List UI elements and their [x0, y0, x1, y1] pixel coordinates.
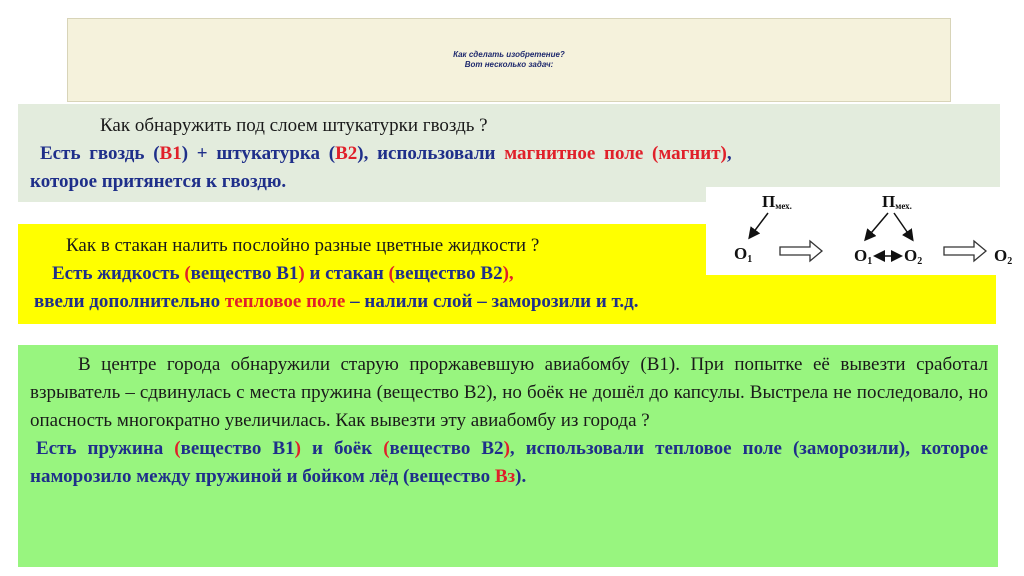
substance-b1: В1 — [159, 143, 182, 164]
answer-text: и боёк — [300, 438, 384, 459]
problem-liquids-question: Как в стакан налить послойно разные цветные жидкости ? — [66, 235, 540, 256]
field-symbol: Пмех. — [882, 192, 912, 211]
field-arrow — [894, 213, 912, 239]
answer-text: Есть гвоздь ( — [40, 143, 160, 164]
answer-text: и стакан — [304, 263, 389, 284]
answer-text: ), использовали — [357, 143, 505, 164]
object-o2: O2 — [904, 246, 923, 267]
paren: ( — [383, 438, 390, 459]
substance-b2: вещество В2 — [394, 263, 503, 284]
paren: ( — [174, 438, 181, 459]
substance-field-diagram — [706, 187, 1024, 275]
answer-text: ). — [515, 466, 527, 487]
answer-text: , использовали тепловое поле (заморозили), которое наморозило между пружиной и бойком лёд (вещество — [30, 438, 989, 487]
field-symbol: Пмех. — [762, 192, 792, 211]
substance-b2: В2 — [335, 143, 358, 164]
problem-liquids-answer-line2 — [30, 288, 986, 316]
slide-title — [67, 18, 951, 102]
field-arrow — [750, 213, 768, 237]
object-o2: O2 — [994, 246, 1013, 267]
paren: ), — [502, 263, 514, 284]
field-magnetic: магнитное поле (магнит) — [504, 143, 727, 164]
paren: ( — [388, 263, 395, 284]
paren: ( — [184, 263, 191, 284]
answer-text: ввели дополнительно — [34, 291, 225, 312]
answer-text: , — [726, 143, 732, 164]
answer-text: Есть жидкость — [52, 263, 185, 284]
paren: ) — [294, 438, 301, 459]
substance-b1: вещество В1 — [180, 438, 295, 459]
substance-b3: Вз — [494, 466, 516, 487]
answer-text: ) + штукатурка ( — [181, 143, 336, 164]
object-o1: O1 — [734, 244, 753, 265]
problem-bomb-description: В центре города обнаружили старую проржавевшую авиабомбу (В1). При попытке её вывезти сработал взрыватель – сдвинулась с места пружина (вещество В2), но боёк не дошёл до капсулы. Выстрела не последовало, но опасность многократно увеличилась. Как вывезти эту авиабомбу из города ? — [30, 354, 988, 431]
object-o1: O1 — [854, 246, 873, 267]
problem-nail-question: Как обнаружить под слоем штукатурки гвоздь ? — [100, 115, 488, 136]
problem-bomb-answer — [30, 435, 988, 491]
paren: ) — [298, 263, 305, 284]
substance-b2: вещество В2 — [389, 438, 504, 459]
transition-arrow-icon — [944, 241, 986, 261]
diagram-svg — [706, 187, 1024, 275]
answer-text: Есть пружина — [36, 438, 175, 459]
answer-text: – налили слой – заморозили и т.д. — [345, 291, 639, 312]
transition-arrow-icon — [780, 241, 822, 261]
field-arrow — [866, 213, 888, 239]
field-thermal: тепловое поле — [224, 291, 346, 312]
title-line-1: Как сделать изобретение? — [453, 50, 565, 59]
title-line-2: Вот несколько задач: — [464, 60, 554, 69]
substance-b1: вещество В1 — [190, 263, 299, 284]
paren: ) — [503, 438, 510, 459]
problem-nail-answer-line2: которое притянется к гвоздю. — [30, 171, 287, 192]
problem-nail-answer-line1 — [30, 140, 990, 168]
problem-bomb — [18, 345, 998, 567]
